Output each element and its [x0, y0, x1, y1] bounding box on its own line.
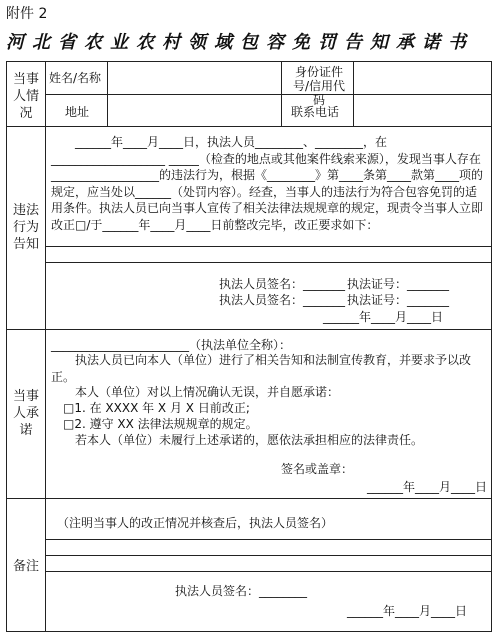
violation-date: ______年____月____日 [323, 310, 444, 324]
id-label: 身份证件号/信用代码 [292, 65, 346, 107]
phone-label: 联系电话 [291, 105, 340, 119]
cert-no-1: 执法证号：_______ [347, 277, 450, 291]
writing-line [45, 571, 491, 572]
commitment-p2: 本人（单位）对以上情况确认无误，并自愿承诺： [75, 385, 340, 399]
remarks-date: ______年____月____日 [347, 604, 468, 618]
writing-line [45, 262, 491, 263]
column-divider [45, 62, 46, 631]
commitment-p3: 若本人（单位）未履行上述承诺的，愿依法承担相应的法律责任。 [75, 433, 424, 447]
name-label: 姓名/名称 [49, 71, 102, 85]
remarks-note: （注明当事人的改正情况并核查后，执法人员签名） [57, 516, 334, 530]
officer-sign-2: 执法人员签名：_______ [219, 293, 346, 307]
officer-sign-1: 执法人员签名：_______ [219, 277, 346, 291]
commitment-item-1: □1. 在 XXXX 年 X 月 X 日前改正; [63, 401, 250, 415]
document-title: 河北省农业农村领域包容免罚告知承诺书 [6, 32, 474, 53]
section-label-party: 当事人情况 [12, 72, 39, 121]
section-label-commitment: 当事人承诺 [12, 389, 39, 438]
cert-no-2: 执法证号：_______ [347, 293, 450, 307]
writing-line [45, 539, 491, 540]
form-table [6, 61, 492, 632]
remarks-officer-sign: 执法人员签名：________ [175, 584, 308, 598]
commitment-p1: 执法人员已向本人（单位）进行了相关告知和法制宣传教育，并要求予以改正。 [51, 353, 472, 384]
section-label-violation: 违法行为告知 [12, 203, 39, 252]
row-divider [45, 94, 491, 95]
section-divider [7, 329, 491, 330]
writing-line [45, 246, 491, 247]
section-divider [7, 498, 491, 499]
attachment-label: 附件 2 [6, 6, 48, 22]
sign-or-seal: 签名或盖章： [281, 462, 354, 476]
section-label-remarks: 备注 [12, 559, 39, 574]
unit-name-line: _______________________（执法单位全称）： [51, 338, 292, 352]
address-label: 地址 [65, 105, 90, 119]
commitment-date: ______年____月____日 [367, 480, 488, 494]
section-divider [7, 126, 491, 127]
violation-notice-text: ______年____月____日，执法人员________、________，在___________________ _____（检查的地点或其他案件线索来源），发现当事人存在__________________的违法行为，根据《________》第____条第____款第____项的规定，应当处以______（处罚内容）。经查，当事人的违法行为符合包容免罚的适用条件。执法人员已向当事人宣传了相关法律法规规章的规定，现责令当事人立即改正□/于______年____月____日前整改完毕，改正要求如下： [51, 135, 484, 232]
writing-line [45, 555, 491, 556]
commitment-item-2: □2. 遵守 XX 法律法规规章的规定。 [63, 417, 258, 431]
